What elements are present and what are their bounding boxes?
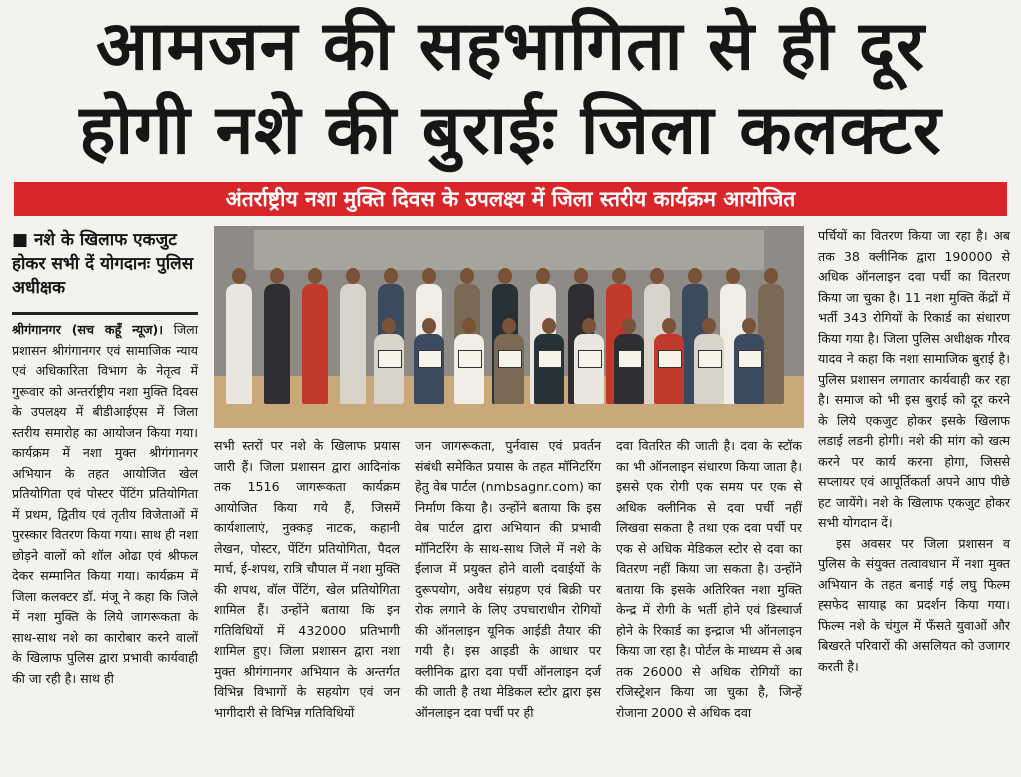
photo-person	[454, 334, 484, 404]
photo-person-head	[662, 318, 676, 334]
photo-person	[264, 284, 290, 404]
photo-certificate	[578, 350, 602, 368]
column-1-text: जिला प्रशासन श्रीगंगानगर एवं सामाजिक न्याय एवं अधिकारिता विभाग के नेतृत्व में गुरूवार को अन्तर्राष्ट्रीय नशा मुक्ति दिवस के उपलक्ष्य में बीडीआईएस में जिला स्तरीय समारोह का आयोजन किया गया। कार्यक्रम में नशा मुक्त श्रीगंगानगर अभियान के तहत आयोजित खेल प्रतियोगिता एवं पोस्टर पेंटिंग प्रतियोगिता में प्रथम, द्वितीय एवं तृतीय विजेताओं में पुरस्कार वितरण किया गया। साथ ही नशा छोड़ने वालों को शॉल ओढा एवं श्रीफल देकर सम्मानित किया गया। कार्यक्रम में जिला कलक्टर डॉ. मंजू ने कहा कि जिले में नशा मुक्ति के लिये जागरूकता के साथ-साथ नशे का कारोबार करने वालों के खिलाफ पुलिस द्वारा प्रभावी कार्यवाही की जा रही है। साथ ही	[12, 322, 198, 686]
subheadline-bar: अंतर्राष्ट्रीय नशा मुक्ति दिवस के उपलक्ष्य में जिला स्तरीय कार्यक्रम आयोजित	[14, 182, 1007, 216]
photo-person-head	[270, 268, 284, 284]
photo-person-head	[542, 318, 556, 334]
article-column-2	[214, 436, 400, 723]
photo-person	[614, 334, 644, 404]
photo-person-head	[582, 318, 596, 334]
photo-person-head	[574, 268, 588, 284]
photo-screen	[254, 230, 764, 270]
photo-person	[534, 334, 564, 404]
article-column-3	[415, 436, 601, 723]
event-photo	[214, 226, 804, 428]
photo-certificate	[458, 350, 482, 368]
photo-person-head	[346, 268, 360, 284]
article-column-5	[818, 226, 1010, 677]
photo-person-head	[382, 318, 396, 334]
photo-certificate	[538, 350, 562, 368]
dateline: श्रीगंगानगर (सच कहूँ न्यूज)।	[12, 322, 164, 337]
column-5-text-a: पर्चियों का वितरण किया जा रहा है। अब तक 38 क्लीनिक द्वारा 190000 से अधिक ऑनलाइन दवा पर्ची का वितरण किया जा चुका है। 11 नशा मुक्ति केंद्रों में भर्ती 343 रोगियों के रिकार्ड का संधारण किया गया है। जिला पुलिस अधीक्षक गौरव यादव ने कहा कि नशा सामाजिक बुराई है। पुलिस प्रशासन लगातार कार्यवाही कर रहा है। समाज को भी इस बुराई को दूर करने के लिये एकजुट होकर इसके खिलाफ लडाई लडनी होगी। नशे की मांग को खत्म करने पर कार्य करना होगा, जिससे सप्लायर एवं आपूर्तिकर्ता अपने आप पीछे हट जायेंगे। नशे के खिलाफ एकजुट होकर सभी योगदान दें।	[818, 228, 1010, 530]
photo-person-head	[536, 268, 550, 284]
article-column-1	[12, 320, 198, 689]
photo-certificate	[698, 350, 722, 368]
photo-person	[734, 334, 764, 404]
photo-person	[574, 334, 604, 404]
photo-certificate	[738, 350, 762, 368]
column-4-text: दवा वितरित की जाती है। दवा के स्टॉक का भी ऑनलाइन संधारण किया जाता है। इससे एक रोगी एक समय पर एक से अधिक क्लीनिक से दवा पर्ची नहीं लिखवा सकता है तथा एक दवा पर्ची पर एक से अधिक मेडिकल स्टोर से दवा का वितरण नहीं किया जा सकता है। उन्होंने बताया कि इसके अतिरिक्त नशा मुक्ति केन्द्र में रोगी के भर्ती होने एवं डिस्चार्ज होने के रिकार्ड का इन्द्राज भी ऑनलाइन किया जा रहा है। पोर्टल के माध्यम से अब तक 26000 से अधिक रोगियों का रजिस्ट्रेशन किया जा चुका है, जिन्हें रोजाना 2000 से अधिक दवा	[616, 438, 802, 720]
column-3-text: जन जागरूकता, पुर्नवास एवं प्रवर्तन संबंधी समेकित प्रयास के तहत मॉनिटरिंग हेतु वेब पार्टल (nmbsagnr.com) का निर्माण किया है। उन्होंने बताया कि इस वेब पार्टल द्वारा अभियान की प्रभावी मॉनिटरिंग के साथ-साथ जिले में नशे के ईलाज में प्रयुक्त होने वाली दवाईयों के दुरूपयोग, अवैध संग्रहण एवं बिक्री पर रोक लगाने के लिए उपचाराधीन रोगियों की ऑनलाइन यूनिक आईडी तैयार की गयी है। इस आइडी के आधार पर क्लीनिक द्वारा दवा पर्ची ऑनलाइन दर्ज की जाती है तथा मेडिकल स्टोर द्वारा इस ऑनलाइन दवा पर्ची पर ही	[415, 438, 601, 720]
photo-person-head	[308, 268, 322, 284]
photo-certificate	[658, 350, 682, 368]
side-headline: ■ नशे के खिलाफ एकजुट होकर सभी दें योगदानः पुलिस अधीक्षक	[12, 230, 194, 298]
photo-person-head	[726, 268, 740, 284]
photo-person-head	[702, 318, 716, 334]
photo-person-head	[502, 318, 516, 334]
photo-person	[414, 334, 444, 404]
photo-person-head	[422, 318, 436, 334]
photo-person-head	[232, 268, 246, 284]
side-headline-text: नशे के खिलाफ एकजुट होकर सभी दें योगदानः पुलिस अधीक्षक	[12, 230, 194, 298]
column-2-text: सभी स्तरों पर नशे के खिलाफ प्रयास जारी हैं। जिला प्रशासन द्वारा आदिनांक तक 1516 जागरूकता कार्यक्रम आयोजित किया गये हैं, जिसमें कार्यशालाएं, नुक्कड़ नाटक, कहानी लेखन, पोस्टर, पेंटिंग प्रतियोगिता, पैदल मार्च, ई-शपथ, रात्रि चौपाल में नशा मुक्ति की शपथ, वॉल पेंटिंग, खेल प्रतियोगिता शामिल हैं। उन्होंने बताया कि इन गतिविधियों में 432000 प्रतिभागी शामिल हुए। जिला प्रशासन द्वारा नशा मुक्त श्रीगंगानगर अभियान के अन्तर्गत विभिन्न विभागों के सहयोग एवं जन भागीदारी से विभिन्न गतिविधियों	[214, 438, 400, 720]
photo-person	[302, 284, 328, 404]
side-divider	[12, 312, 198, 315]
photo-certificate	[418, 350, 442, 368]
photo-person	[340, 284, 366, 404]
photo-person	[494, 334, 524, 404]
photo-person-head	[742, 318, 756, 334]
article-column-4	[616, 436, 802, 723]
photo-person-head	[422, 268, 436, 284]
photo-person-head	[498, 268, 512, 284]
photo-person	[694, 334, 724, 404]
photo-certificate	[618, 350, 642, 368]
photo-certificate	[378, 350, 402, 368]
photo-person	[226, 284, 252, 404]
photo-person-head	[460, 268, 474, 284]
headline-line-2: होगी नशे की बुराईः जिला कलक्टर	[79, 91, 942, 170]
photo-person-head	[612, 268, 626, 284]
column-5-text-b: इस अवसर पर जिला प्रशासन व पुलिस के संयुक्त तत्वावधान में नशा मुक्त अभियान के तहत बनाई गई लघु फिल्म ह्सफेद सायाह्र का प्रदर्शन किया गया। फिल्म नशे के चंगुल में फँसते युवाओं और बिखरते परिवारों की असलियत को उजागर करती है।	[818, 535, 1010, 674]
photo-person-head	[650, 268, 664, 284]
photo-person-head	[462, 318, 476, 334]
headline-line-1: आमजन की सहभागिता से ही दूर	[96, 7, 925, 86]
photo-certificate	[498, 350, 522, 368]
photo-person-head	[688, 268, 702, 284]
photo-person	[374, 334, 404, 404]
photo-person-head	[764, 268, 778, 284]
photo-person-head	[384, 268, 398, 284]
photo-person	[654, 334, 684, 404]
photo-person-head	[622, 318, 636, 334]
